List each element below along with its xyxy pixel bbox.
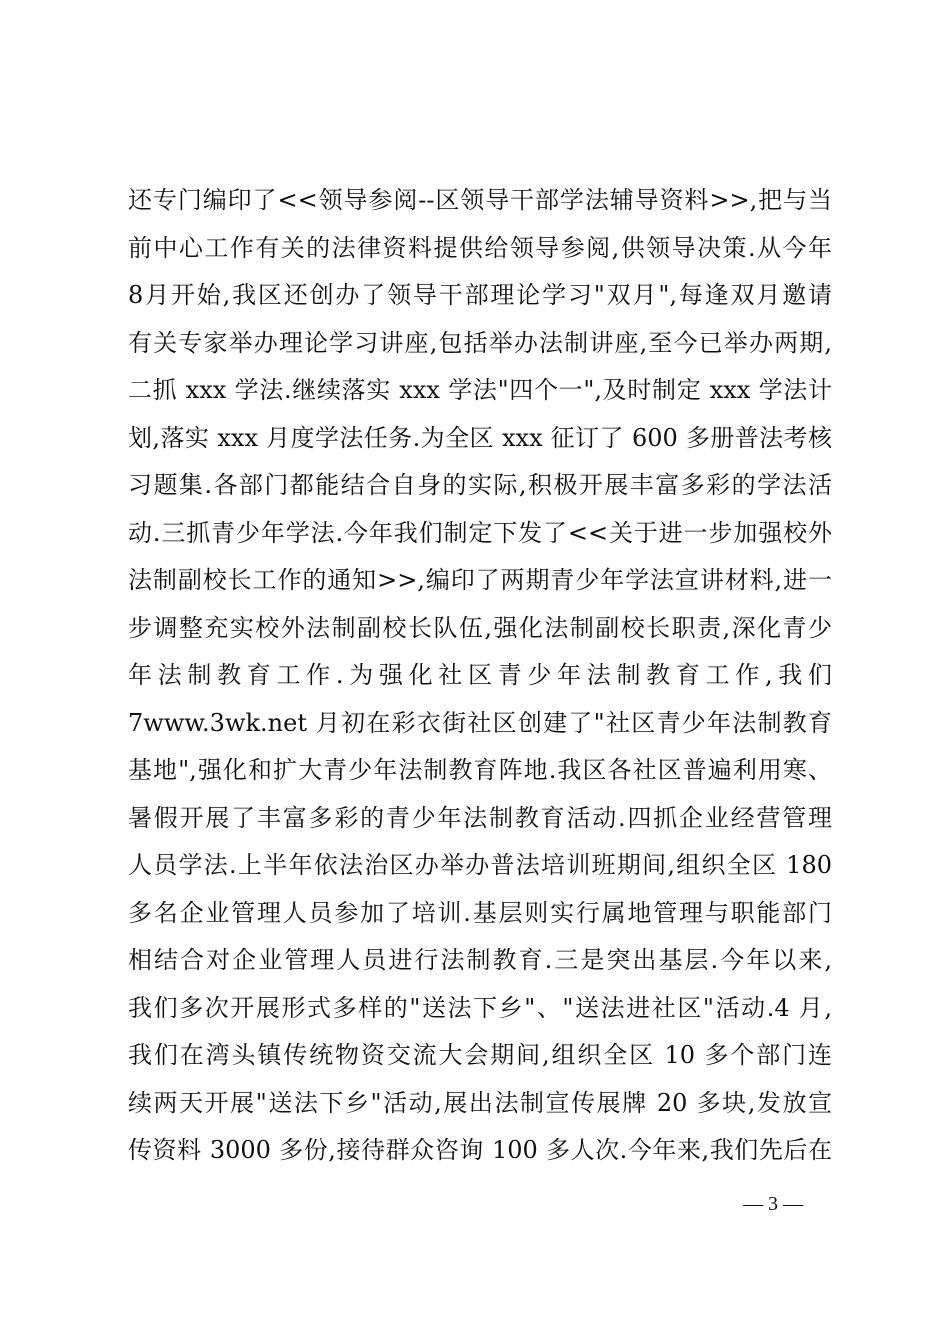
text-line: 多名企业管理人员参加了培训.基层则实行属地管理与职能部门: [128, 898, 832, 927]
text-line: 我们多次开展形式多样的"送法下乡"、"送法进社区"活动.4 月,: [128, 993, 832, 1022]
text-line: 暑假开展了丰富多彩的青少年法制教育活动.四抓企业经营管理: [128, 803, 832, 832]
text-line: 法制副校长工作的通知>>,编印了两期青少年学法宣讲材料,进一: [128, 566, 832, 594]
text-line: 前中心工作有关的法律资料提供给领导参阅,供领导决策.从今年: [128, 233, 832, 262]
text-line: 基地",强化和扩大青少年法制教育阵地.我区各社区普遍利用寒、: [128, 756, 832, 784]
text-line: 我们在湾头镇传统物资交流大会期间,组织全区 10 多个部门连: [128, 1041, 832, 1069]
text-line: 7www.3wk.net 月初在彩衣街社区创建了"社区青少年法制教育: [128, 708, 832, 737]
text-line: 动.三抓青少年学法.今年我们制定下发了<<关于进一步加强校外: [128, 518, 832, 547]
text-line: 人员学法.上半年依法治区办举办普法培训班期间,组织全区 180: [128, 851, 832, 879]
page-number: — 3 —: [743, 1193, 803, 1215]
body-text: [128, 177, 832, 1175]
text-line: 习题集.各部门都能结合自身的实际,积极开展丰富多彩的学法活: [128, 471, 832, 499]
text-line: 还专门编印了<<领导参阅--区领导干部学法辅导资料>>,把与当: [128, 186, 832, 214]
text-line: 年法制教育工作.为强化社区青少年法制教育工作,我们: [128, 661, 832, 689]
text-line: 相结合对企业管理人员进行法制教育.三是突出基层.今年以来,: [128, 946, 832, 974]
text-line: 续两天开展"送法下乡"活动,展出法制宣传展牌 20 多块,发放宣: [128, 1088, 832, 1117]
text-line: 划,落实 xxx 月度学法任务.为全区 xxx 征订了 600 多册普法考核: [128, 423, 832, 452]
text-line: 传资料 3000 多份,接待群众咨询 100 多人次.今年来,我们先后在: [128, 1136, 832, 1164]
text-line: 8月开始,我区还创办了领导干部理论学习"双月",每逢双月邀请: [128, 281, 832, 309]
text-line: 步调整充实校外法制副校长队伍,强化法制副校长职责,深化青少: [128, 613, 832, 642]
text-line: 二抓 xxx 学法.继续落实 xxx 学法"四个一",及时制定 xxx 学法计: [128, 376, 832, 404]
text-line: 有关专家举办理论学习讲座,包括举办法制讲座,至今已举办两期,: [128, 328, 832, 357]
